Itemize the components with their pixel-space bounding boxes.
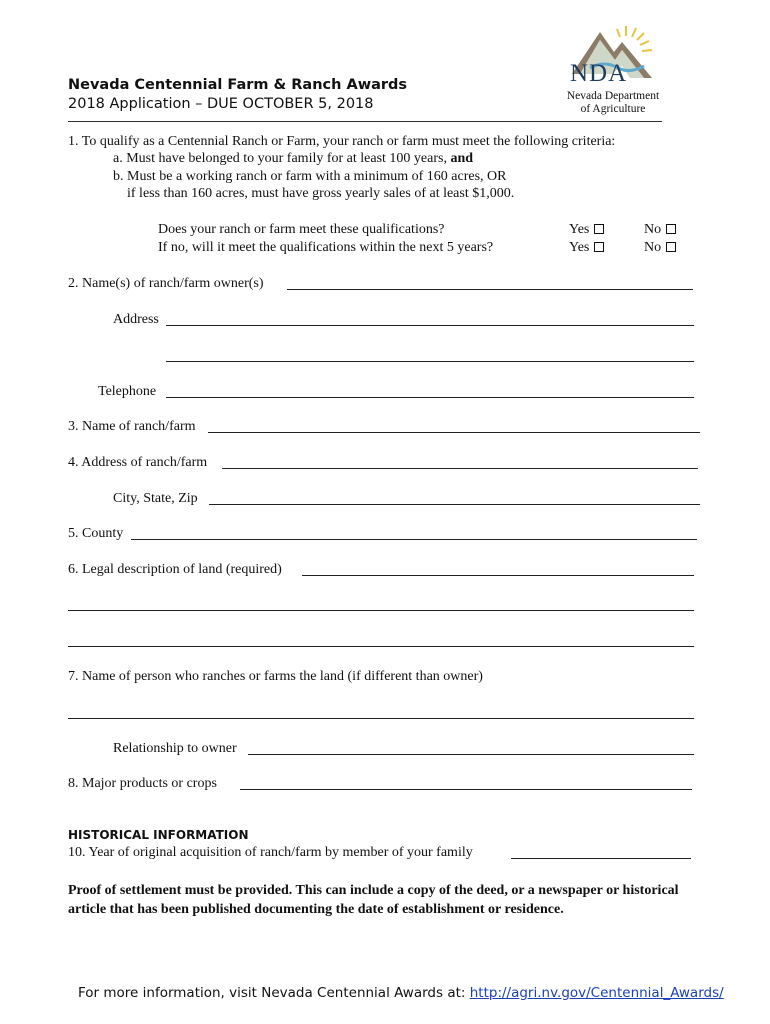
- relationship-field[interactable]: [248, 754, 694, 755]
- no-checkbox-2[interactable]: [666, 242, 676, 252]
- legal-description-field-2[interactable]: [68, 610, 694, 611]
- q1-no-option-1[interactable]: [644, 222, 676, 238]
- form-title: Nevada Centennial Farm & Ranch Awards: [68, 77, 408, 93]
- relationship-label: Relationship to owner: [113, 741, 237, 756]
- address-field[interactable]: [166, 325, 694, 326]
- products-field[interactable]: [240, 789, 692, 790]
- q1-question-1: Does your ranch or farm meet these qualifications?: [158, 222, 445, 237]
- ranch-address-field[interactable]: [222, 468, 698, 469]
- q1-question-2: If no, will it meet the qualifications within the next 5 years?: [158, 240, 494, 255]
- no-label: No: [644, 240, 662, 255]
- owner-field[interactable]: [287, 289, 693, 290]
- owner-label: 2. Name(s) of ranch/farm owner(s): [68, 276, 264, 291]
- ranch-name-field[interactable]: [208, 432, 700, 433]
- footer-link[interactable]: http://agri.nv.gov/Centennial_Awards/: [469, 985, 724, 1001]
- address-label: Address: [113, 312, 159, 327]
- yes-label: Yes: [569, 222, 590, 237]
- telephone-field[interactable]: [166, 397, 694, 398]
- no-label: No: [644, 222, 662, 237]
- products-label: 8. Major products or crops: [68, 776, 217, 791]
- yes-checkbox-1[interactable]: [594, 224, 604, 234]
- no-checkbox-1[interactable]: [666, 224, 676, 234]
- yes-label: Yes: [569, 240, 590, 255]
- logo-abbr: NDA: [570, 60, 628, 87]
- legal-description-label: 6. Legal description of land (required): [68, 562, 282, 577]
- q1-no-option-2[interactable]: [644, 240, 676, 256]
- nda-logo: [560, 22, 666, 122]
- q10-field[interactable]: [511, 858, 691, 859]
- legal-description-field[interactable]: [302, 575, 694, 576]
- form-subtitle: 2018 Application – DUE OCTOBER 5, 2018: [68, 96, 374, 112]
- proof-notice: Proof of settlement must be provided. This can include a copy of the deed, or a newspaper or historical article that has been published documenting the date of establishment or residence.: [68, 883, 679, 917]
- city-state-zip-field[interactable]: [209, 504, 700, 505]
- q1-criterion-b: b. Must be a working ranch or farm with a minimum of 160 acres, OR: [113, 169, 507, 184]
- q1-criterion-a: [113, 151, 473, 167]
- logo-line-1: Nevada Department: [566, 90, 660, 102]
- q1-criterion-a-text: a. Must have belonged to your family for at least 100 years,: [113, 151, 451, 166]
- q1-intro: 1. To qualify as a Centennial Ranch or Farm, your ranch or farm must meet the following criteria:: [68, 134, 616, 149]
- rancher-label: 7. Name of person who ranches or farms the land (if different than owner): [68, 669, 483, 684]
- q1-yes-option-1[interactable]: [569, 222, 604, 238]
- logo-line-2: of Agriculture: [580, 103, 646, 115]
- q1-yes-option-2[interactable]: [569, 240, 604, 256]
- city-state-zip-label: City, State, Zip: [113, 491, 198, 506]
- q1-criterion-b-cont: if less than 160 acres, must have gross yearly sales of at least $1,000.: [127, 186, 515, 201]
- q1-criterion-a-bold: and: [450, 151, 474, 166]
- ranch-address-label: 4. Address of ranch/farm: [68, 455, 208, 470]
- footer-text: For more information, visit Nevada Centennial Awards at:: [78, 985, 470, 1001]
- q10-label: 10. Year of original acquisition of ranch/farm by member of your family: [68, 845, 473, 860]
- legal-description-field-3[interactable]: [68, 646, 694, 647]
- yes-checkbox-2[interactable]: [594, 242, 604, 252]
- rancher-field[interactable]: [68, 718, 694, 719]
- ranch-name-label: 3. Name of ranch/farm: [68, 419, 196, 434]
- telephone-label: Telephone: [98, 384, 157, 399]
- county-field[interactable]: [131, 539, 697, 540]
- footer: [78, 985, 724, 1001]
- address-field-2[interactable]: [166, 361, 694, 362]
- county-label: 5. County: [68, 526, 124, 541]
- historical-heading: HISTORICAL INFORMATION: [68, 828, 249, 842]
